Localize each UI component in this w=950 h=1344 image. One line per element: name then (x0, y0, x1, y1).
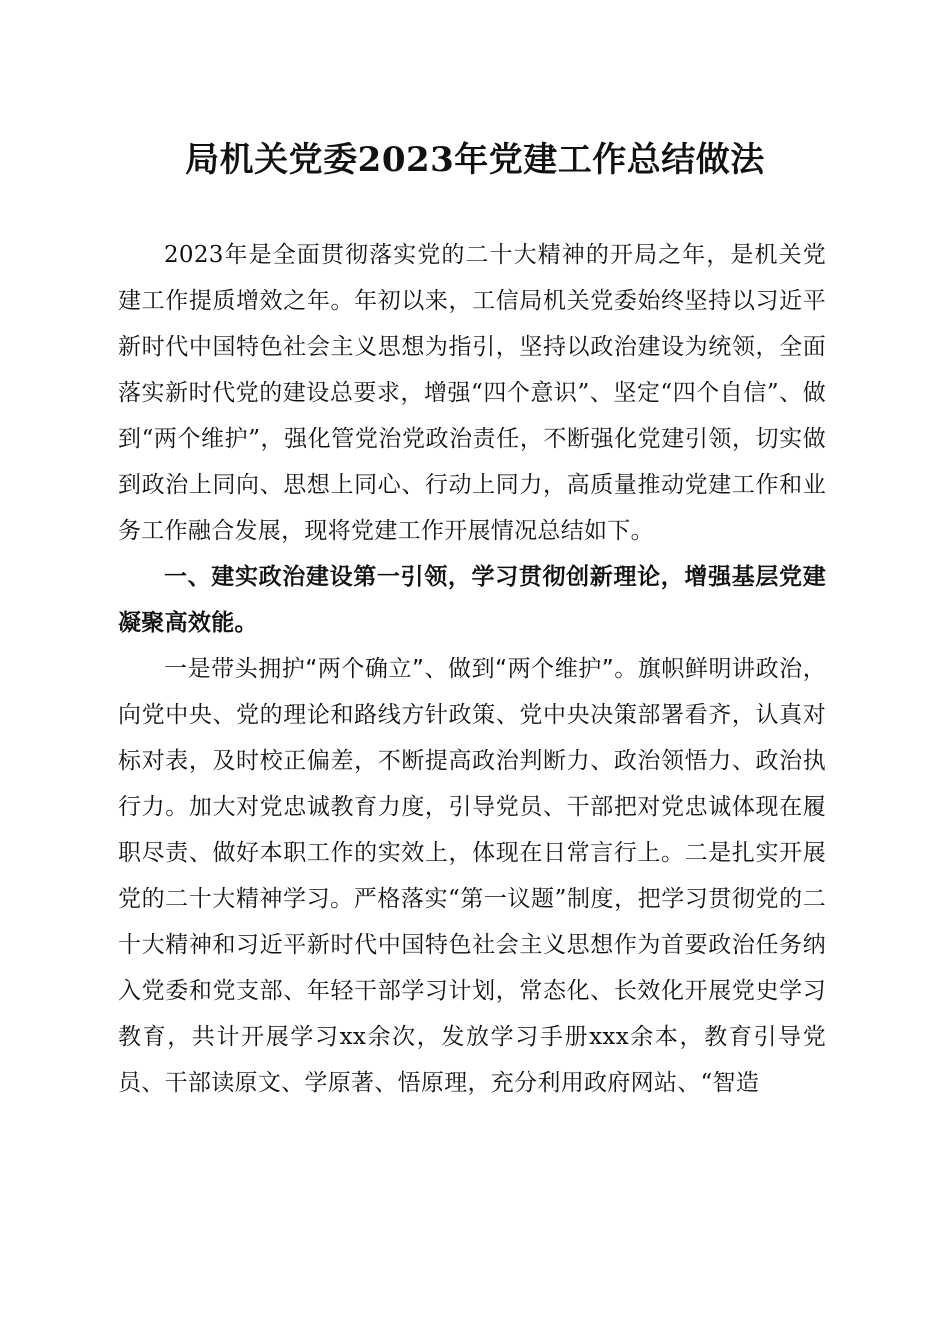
intro-paragraph: 2023年是全面贯彻落实党的二十大精神的开局之年，是机关党建工作提质增效之年。年初以来，工信局机关党委始终坚持以习近平新时代中国特色社会主义思想为指引，坚持以政治建设为统领，全面落实新时代党的建设总要求，增强“四个意识”、坚定“四个自信”、做到“两个维护”，强化管党治党政治责任，不断强化党建引领，切实做到政治上同向、思想上同心、行动上同力，高质量推动党建工作和业务工作融合发展，现将党建工作开展情况总结如下。 (118, 242, 826, 544)
section-1-paragraph (118, 646, 826, 1106)
document-body (118, 232, 826, 1106)
section-heading-1: 一、建实政治建设第一引领，学习贯彻创新理论，增强基层党建凝聚高效能。 (118, 564, 826, 636)
document-title: 局机关党委2023年党建工作总结做法 (185, 140, 765, 180)
section-1-body: 旗帜鲜明讲政治，向党中央、党的理论和路线方针政策、党中央决策部署看齐，认真对标对表，及时校正偏差，不断提高政治判断力、政治领悟力、政治执行力。加大对党忠诚教育力度，引导党员、干部把对党忠诚体现在履职尽责、做好本职工作的实效上，体现在日常言行上。二是扎实开展党的二十大精神学习。严格落实“第一议题”制度，把学习贯彻党的二十大精神和习近平新时代中国特色社会主义思想作为首要政治任务纳入党委和党支部、年轻干部学习计划，常态化、长效化开展党史学习教育，共计开展学习xx余次，发放学习手册xxx余本，教育引导党员、干部读原文、学原著、悟原理，充分利用政府网站、“智造 (118, 656, 826, 1096)
section-1-lead: 一是带头拥护“两个确立”、做到“两个维护”。 (164, 656, 638, 682)
